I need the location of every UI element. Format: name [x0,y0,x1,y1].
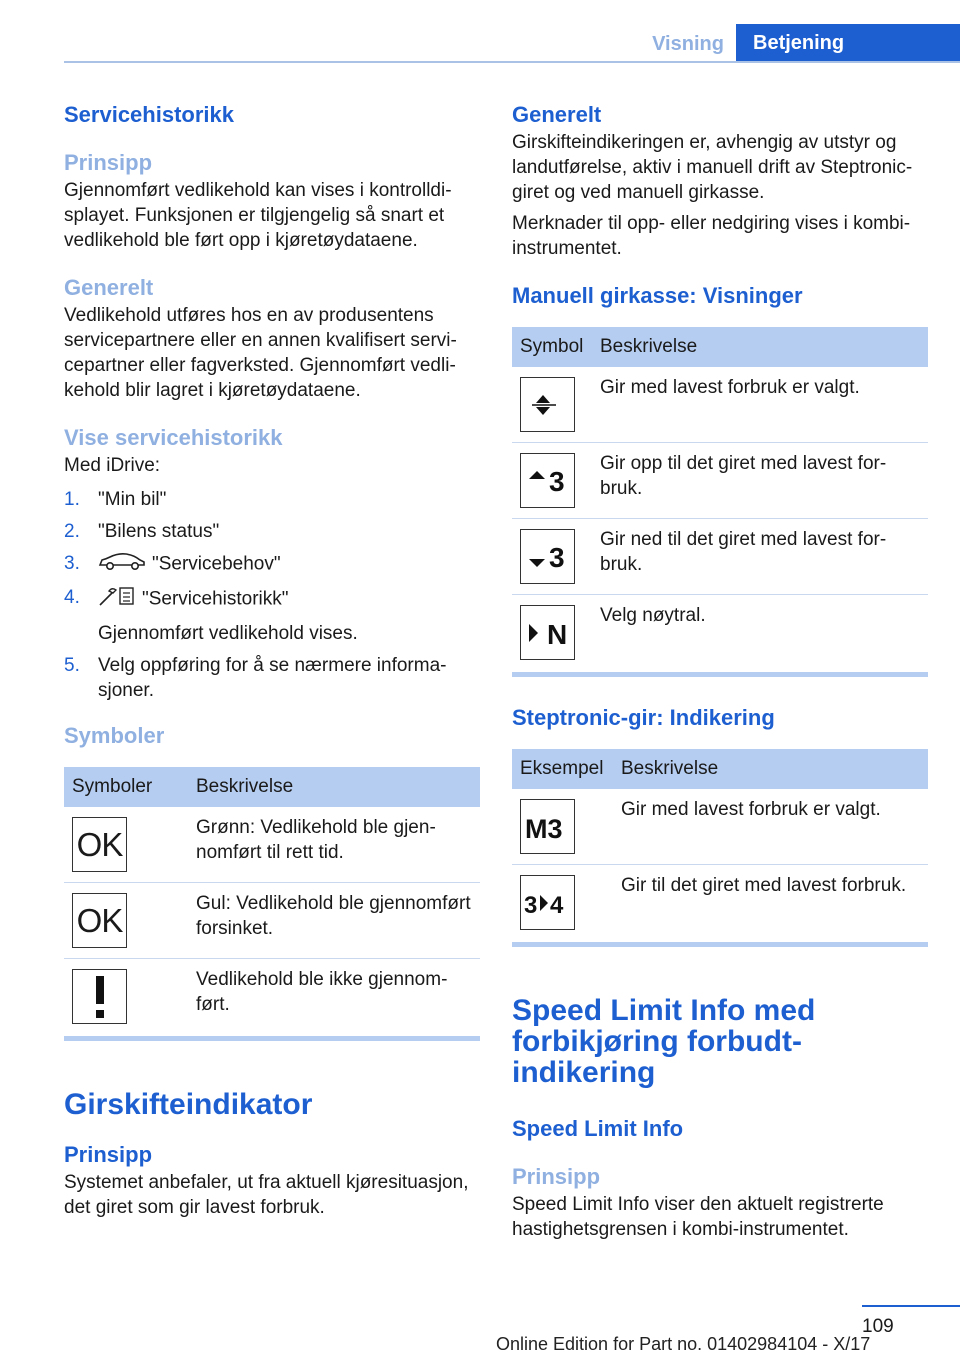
table-cell: Vedlikehold ble ikke gjennomført. [196,969,448,1015]
list-item [64,551,480,578]
heading-prinsipp: Prinsipp [64,150,153,175]
heading-speed-limit-info: Speed Limit Info [512,1116,684,1141]
table-cell: Grønn: Vedlikehold ble gjennomført til rett tid. [188,807,480,883]
gear-optimal-icon [520,377,575,432]
table-row [512,865,928,941]
car-icon [98,551,146,578]
text-med-idrive: Med iDrive: [64,455,161,476]
footer-rule [862,1305,960,1307]
step-number: 2. [64,521,80,542]
step-number: 4. [64,587,80,608]
list-item [64,585,480,646]
heading-servicehistorikk: Servicehistorikk [64,102,234,127]
table-header: Beskrivelse [188,767,480,807]
step-subtext: Gjennomført vedlikehold vises. [98,623,358,644]
table-header: Eksempel [512,749,613,789]
text-generelt-1: Girskifteindikeringen er, avhengig av utstyr og landutførelse, aktiv i manuell drift av Steptronic-giret og ved manuell girkasse. [512,132,913,203]
step-number: 5. [64,655,80,676]
table-row [512,595,928,671]
gear-number: 3 [523,891,537,919]
table-cell: Gir til det giret med lavest forbruk. [621,875,907,896]
step-text: "Servicehistorikk" [142,588,289,610]
page-number: 109 [862,1316,894,1337]
table-cell: Gul: Vedlikehold ble gjennomført forsinket. [188,883,480,959]
step-text: "Servicebehov" [152,553,281,575]
table-row [512,789,928,865]
shift-down-icon [520,529,575,584]
gear-letter: N [546,618,567,649]
gear-number: 3 [548,541,565,573]
heading-steptronic: Steptronic-gir: Indikering [512,705,775,730]
table-row [64,807,480,883]
gear-label: M3 [524,813,563,843]
heading-generelt: Generelt [64,275,154,300]
table-end-rule [512,672,928,677]
table-end-rule [512,942,928,947]
table-header: Symboler [64,767,188,807]
table-cell: Gir ned til det giret med lavest forbruk. [592,519,928,595]
left-column [64,100,480,1220]
table-header: Symbol [512,327,592,367]
text-generelt: Vedlikehold utføres hos en av produsentens servicepartnere eller en annen kvalifisert servicepartner eller fagverksted. Gjennomført vedlikehold blir lagret i kjøretøydataene. [64,305,457,401]
step-text: "Bilens status" [98,521,220,542]
list-item [64,653,480,703]
gear-number: 4 [549,891,563,919]
exclamation-icon [72,969,127,1024]
table-row [64,959,480,1035]
text-prinsipp: Gjennomført vedlikehold kan vises i kontrolldisplayet. Funksjonen er tilgjengelig så snart et vedlikehold ble ført opp i kjøretøydataene. [64,180,452,251]
heading-girskifteindikator: Girskifteindikator [64,1088,313,1121]
heading-prinsipp-right: Prinsipp [512,1164,601,1189]
table-row [512,367,928,443]
heading-manuell-girkasse: Manuell girkasse: Visninger [512,283,803,308]
table-header: Beskrivelse [613,749,928,789]
manual-gearbox-table [512,327,928,670]
symbols-table [64,767,480,1034]
steptronic-table [512,749,928,940]
gear-change-icon [520,875,575,930]
steps-list [64,487,480,703]
shift-up-icon [520,453,575,508]
heading-symboler: Symboler [64,723,165,748]
table-cell: Velg nøytral. [600,605,706,626]
heading-vise-servicehistorikk: Vise servicehistorikk [64,425,283,450]
step-number: 3. [64,553,80,574]
table-cell: Gir med lavest forbruk er valgt. [592,367,928,443]
table-row [512,443,928,519]
heading-prinsipp-2: Prinsipp [64,1142,153,1167]
list-item [64,519,480,544]
step-text: Velg oppføring for å se nærmere informasjoner. [98,655,447,701]
tab-visning[interactable]: Visning [652,33,724,55]
table-end-rule [64,1036,480,1041]
table-header: Beskrivelse [592,327,928,367]
step-number: 1. [64,489,80,510]
text-prinsipp-2: Systemet anbefaler, ut fra aktuell kjøresituasjon, det giret som gir lavest forbruk. [64,1172,469,1218]
tab-betjening[interactable]: Betjening [736,24,960,62]
ok-green-icon: OK [72,817,127,872]
list-item [64,487,480,512]
table-cell: Gir opp til det giret med lavest forbruk. [592,443,928,519]
neutral-icon [520,605,575,660]
manual-gear-icon [520,799,575,854]
edition-text: Online Edition for Part no. 01402984104 - X/17 [496,1334,871,1354]
right-column [512,100,928,1242]
table-row [512,519,928,595]
table-row [64,883,480,959]
text-generelt-2: Merknader til opp- eller nedgiring vises i kombi-instrumentet. [512,213,911,259]
header-rule [64,61,960,63]
gear-number: 3 [548,465,565,497]
heading-generelt-right: Generelt [512,102,602,127]
service-history-icon [98,585,136,614]
ok-yellow-icon: OK [72,893,127,948]
heading-speed-limit-info-med: Speed Limit Info med forbikjøring forbudt-indikering [512,994,816,1089]
text-prinsipp-right: Speed Limit Info viser den aktuelt registrerte hastighetsgrensen i kombi-instrumentet. [512,1194,884,1240]
step-text: "Min bil" [98,489,167,510]
table-cell: Gir med lavest forbruk er valgt. [613,789,928,865]
